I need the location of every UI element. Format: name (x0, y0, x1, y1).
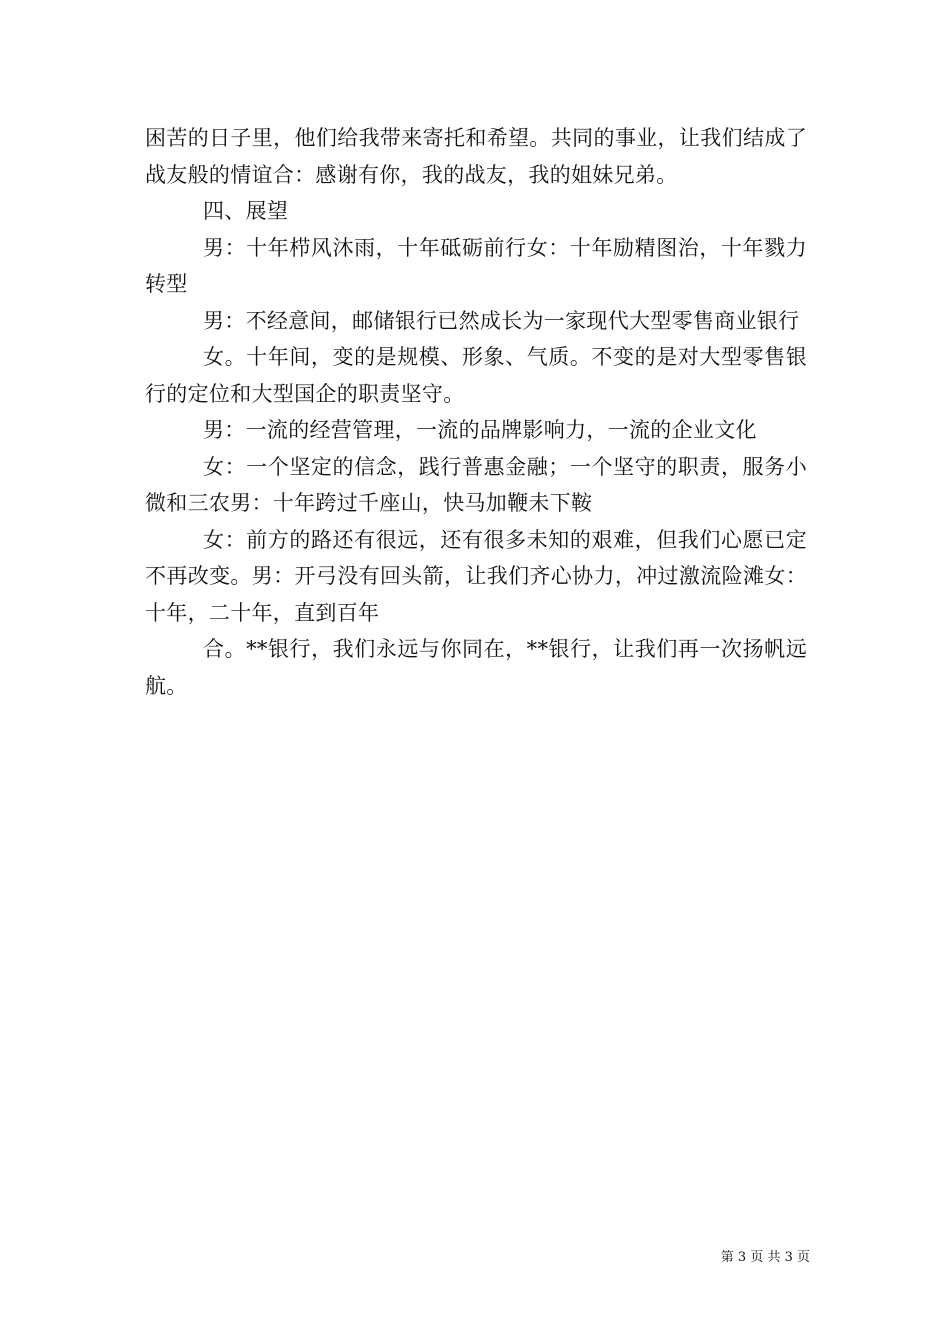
paragraph-9: 合。**银行，我们永远与你同在，**银行，让我们再一次扬帆远航。 (145, 637, 807, 698)
paragraph-6: 男：一流的经营管理，一流的品牌影响力，一流的企业文化 (203, 418, 757, 442)
paragraph-7: 女：一个坚定的信念，践行普惠金融；一个坚守的职责，服务小微和三农男：十年跨过千座山，快马加鞭未下鞍 (145, 454, 807, 515)
paragraph-1: 困苦的日子里，他们给我带来寄托和希望。共同的事业，让我们结成了战友般的情谊合：感谢有你，我的战友，我的姐妹兄弟。 (145, 126, 807, 187)
document-body (145, 120, 807, 704)
paragraph-4: 男：不经意间，邮储银行已然成长为一家现代大型零售商业银行 (203, 308, 800, 333)
paragraph-8: 女：前方的路还有很远，还有很多未知的艰难，但我们心愿已定不再改变。男：开弓没有回头箭，让我们齐心协力，冲过激流险滩女：十年，二十年，直到百年 (145, 527, 807, 625)
section-heading-outlook: 四、展望 (203, 199, 289, 223)
paragraph-5: 女。十年间，变的是规模、形象、气质。不变的是对大型零售银行的定位和大型国企的职责坚守。 (145, 345, 807, 406)
paragraph-3: 男：十年栉风沐雨，十年砥砺前行女：十年励精图治，十年戮力转型 (145, 235, 807, 296)
page-number-footer: 第 3 页 共 3 页 (720, 1250, 810, 1265)
